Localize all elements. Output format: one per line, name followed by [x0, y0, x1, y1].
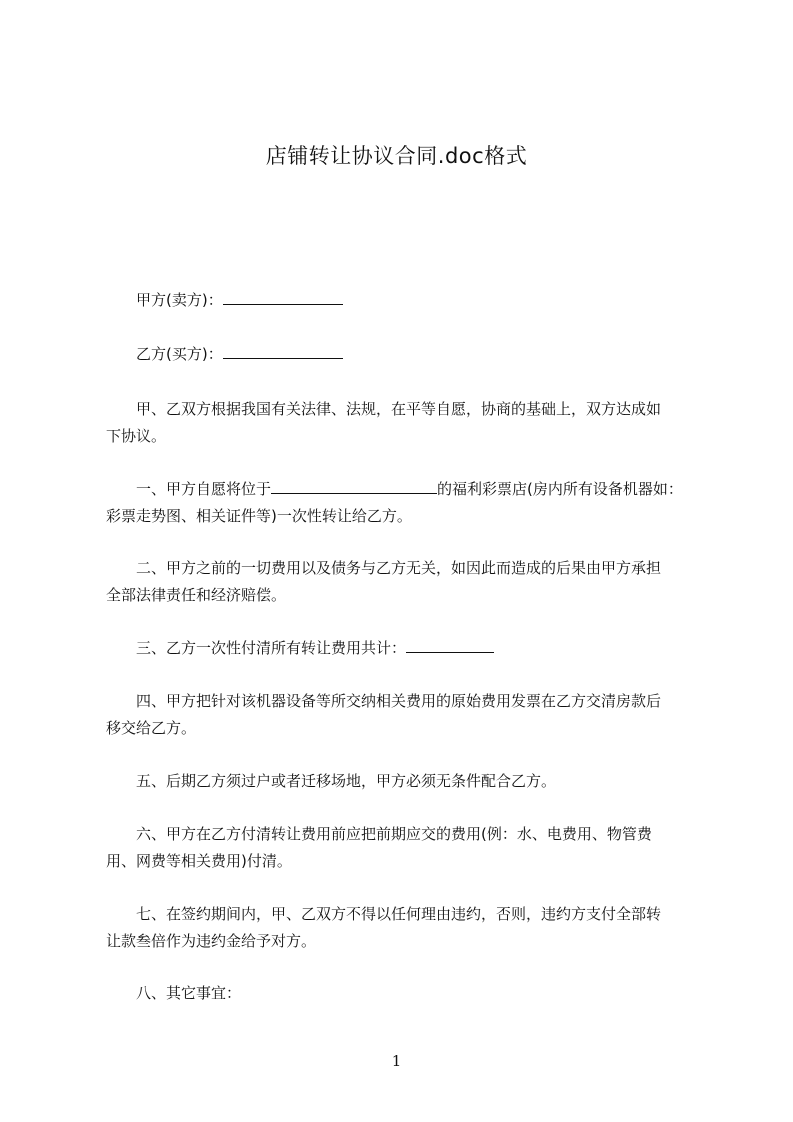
clause-4-line-2: 移交给乙方。: [106, 719, 197, 737]
clause-5-line-1: 五、后期乙方须过户或者迁移场地，甲方必须无条件配合乙方。: [136, 772, 557, 790]
document-title: 店铺转让协议合同.doc格式: [265, 144, 528, 168]
clause-2-line-2: 全部法律责任和经济赔偿。: [106, 586, 287, 604]
clause-4-line-1: 四、甲方把针对该机器设备等所交纳相关费用的原始费用发票在乙方交清房款后: [136, 692, 662, 710]
page-number: 1: [391, 1052, 402, 1070]
clause-1-blank: [271, 479, 437, 494]
clause-7-line-2: 让款叁倍作为违约金给予对方。: [106, 932, 317, 950]
party-b-blank: [223, 344, 343, 359]
party-a-label: 甲方(卖方)：: [136, 291, 223, 309]
party-b-label: 乙方(买方)：: [136, 345, 223, 363]
clause-1-line-2: 彩票走势图、相关证件等)一次性转让给乙方。: [106, 507, 412, 525]
clause-6-line-1: 六、甲方在乙方付清转让费用前应把前期应交的费用(例：水、电费用、物管费: [136, 825, 652, 843]
clause-3-line: [136, 633, 730, 664]
intro-line-2: 下协议。: [106, 427, 167, 445]
party-b-line: [136, 339, 730, 370]
clause-2-line-1: 二、甲方之前的一切费用以及债务与乙方无关，如因此而造成的后果由甲方承担: [136, 559, 662, 577]
clause-3-blank: [406, 638, 494, 653]
clause-1-prefix: 一、甲方自愿将位于: [136, 480, 272, 498]
party-a-blank: [223, 290, 343, 305]
clause-6-line-2: 用、网费等相关费用)付清。: [106, 852, 292, 870]
clause-1-suffix: 的福利彩票店(房内所有设备机器如：: [437, 480, 683, 498]
clause-3-prefix: 三、乙方一次性付清所有转让费用共计：: [136, 639, 407, 657]
party-a-line: [136, 285, 730, 316]
clause-7-line-1: 七、在签约期间内，甲、乙双方不得以任何理由违约，否则，违约方支付全部转: [136, 905, 662, 923]
intro-line-1: 甲、乙双方根据我国有关法律、法规，在平等自愿，协商的基础上，双方达成如: [136, 400, 662, 418]
clause-8-line-1: 八、其它事宜：: [136, 984, 242, 1002]
